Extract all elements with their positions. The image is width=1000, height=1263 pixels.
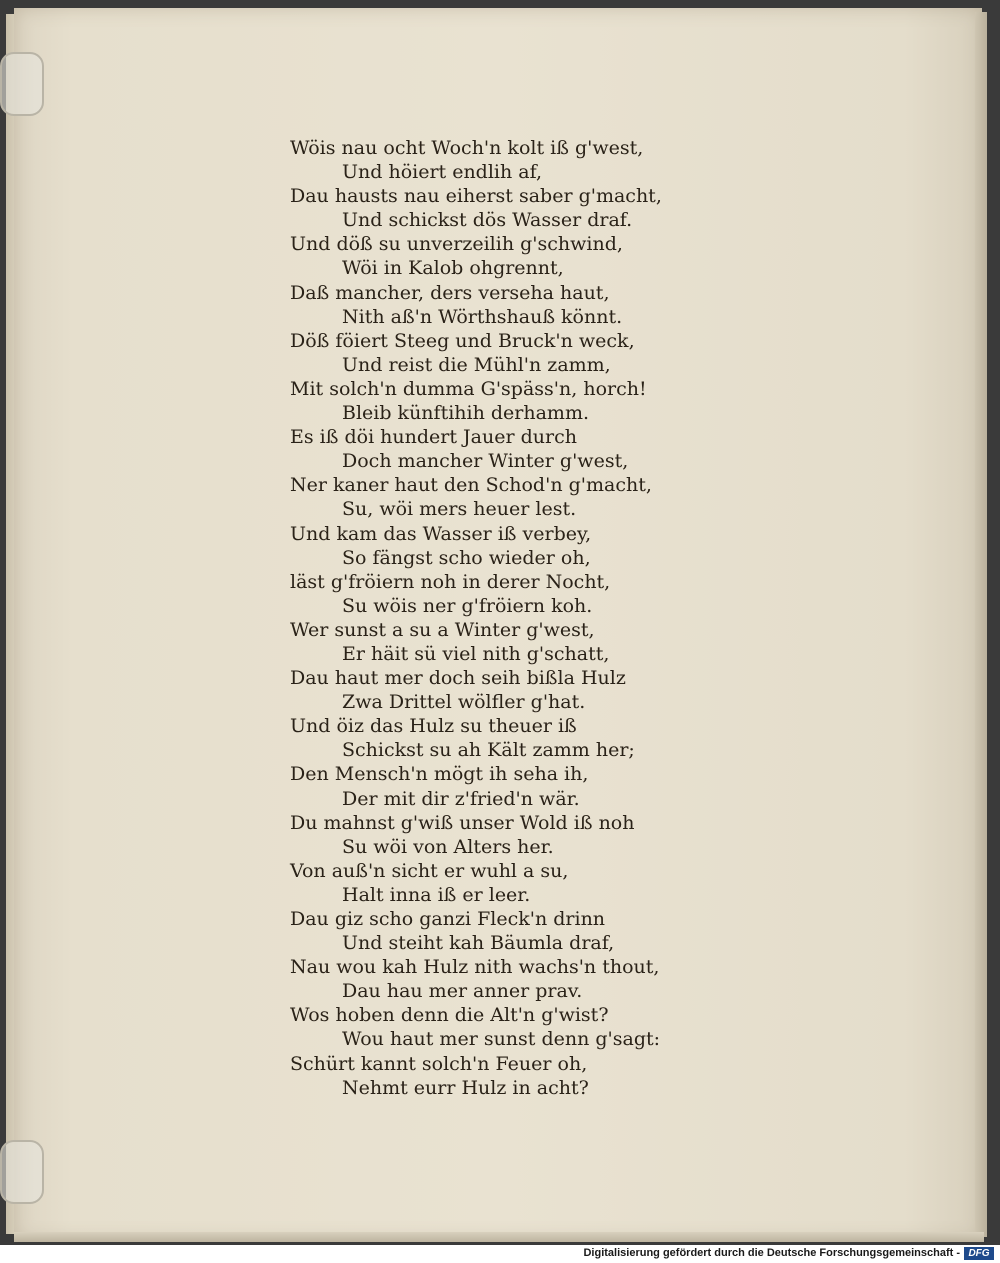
- poem-line: Schickst su ah Kält zamm her;: [342, 739, 635, 762]
- poem-line: Nau wou kah Hulz nith wachs'n thout,: [290, 956, 660, 979]
- poem-line: Und schickst dös Wasser draf.: [342, 209, 633, 232]
- poem-line: Su wöis ner g'fröiern koh.: [342, 594, 593, 617]
- poem-line: Daß mancher, ders verseha haut,: [290, 281, 610, 304]
- digitization-footer: [0, 1245, 1000, 1263]
- poem-text: [290, 136, 710, 1100]
- page-clip-bottom: [0, 1140, 44, 1204]
- poem-line: Dau hau mer anner prav.: [342, 980, 583, 1003]
- poem-line: Und reist die Mühl'n zamm,: [342, 353, 611, 376]
- page-clip-top: [0, 52, 44, 116]
- poem-line: Bleib künftihih derhamm.: [342, 402, 590, 425]
- poem-line: Nehmt eurr Hulz in acht?: [342, 1076, 589, 1099]
- poem-line: Von auß'n sicht er wuhl a su,: [290, 859, 569, 882]
- dfg-logo-icon: DFG: [964, 1247, 994, 1260]
- poem-line: Döß föiert Steeg und Bruck'n weck,: [290, 329, 635, 352]
- poem-line: Den Mensch'n mögt ih seha ih,: [290, 763, 589, 786]
- poem-line: Su, wöi mers heuer lest.: [342, 498, 577, 521]
- poem-line: läst g'fröiern noh in derer Nocht,: [290, 570, 611, 593]
- poem-line: Schürt kannt solch'n Feuer oh,: [290, 1052, 588, 1075]
- poem-line: Der mit dir z'fried'n wär.: [342, 787, 580, 810]
- poem-line: Es iß döi hundert Jauer durch: [290, 426, 577, 449]
- poem-line: Nith aß'n Wörthshauß könnt.: [342, 305, 623, 328]
- poem-line: Dau haut mer doch seih bißla Hulz: [290, 667, 626, 690]
- poem-line: Wer sunst a su a Winter g'west,: [290, 618, 595, 641]
- poem-line: Wöis nau ocht Woch'n kolt iß g'west,: [290, 137, 644, 159]
- poem-line: Su wöi von Alters her.: [342, 835, 554, 858]
- poem-line: So fängst scho wieder oh,: [342, 546, 591, 569]
- poem-line: Wos hoben denn die Alt'n g'wist?: [290, 1004, 609, 1027]
- poem-line: Halt inna iß er leer.: [342, 883, 531, 906]
- poem-line: Wou haut mer sunst denn g'sagt:: [342, 1028, 661, 1051]
- poem-line: Und öiz das Hulz su theuer iß: [290, 715, 577, 738]
- poem-line: Ner kaner haut den Schod'n g'macht,: [290, 474, 652, 497]
- poem-line: Zwa Drittel wölfler g'hat.: [342, 691, 586, 714]
- poem-line: Mit solch'n dumma G'späss'n, horch!: [290, 377, 647, 400]
- page-edge-right: [975, 12, 987, 1237]
- poem-line: Er häit sü viel nith g'schatt,: [342, 642, 610, 665]
- funding-credit: Digitalisierung gefördert durch die Deutsche Forschungsgemeinschaft -: [583, 1247, 960, 1259]
- poem-line: Und döß su unverzeilih g'schwind,: [290, 233, 623, 256]
- poem-line: Und kam das Wasser iß verbey,: [290, 522, 592, 545]
- page-edge-bottom: [14, 1232, 984, 1242]
- poem-line: Und höiert endlih af,: [342, 161, 543, 184]
- poem-line: Und steiht kah Bäumla draf,: [342, 932, 615, 955]
- poem-line: Dau hausts nau eiherst saber g'macht,: [290, 185, 662, 208]
- poem-line: Wöi in Kalob ohgrennt,: [342, 257, 564, 280]
- poem-line: Dau giz scho ganzi Fleck'n drinn: [290, 908, 606, 930]
- poem-line: Doch mancher Winter g'west,: [342, 450, 629, 473]
- poem-line: Du mahnst g'wiß unser Wold iß noh: [290, 811, 635, 834]
